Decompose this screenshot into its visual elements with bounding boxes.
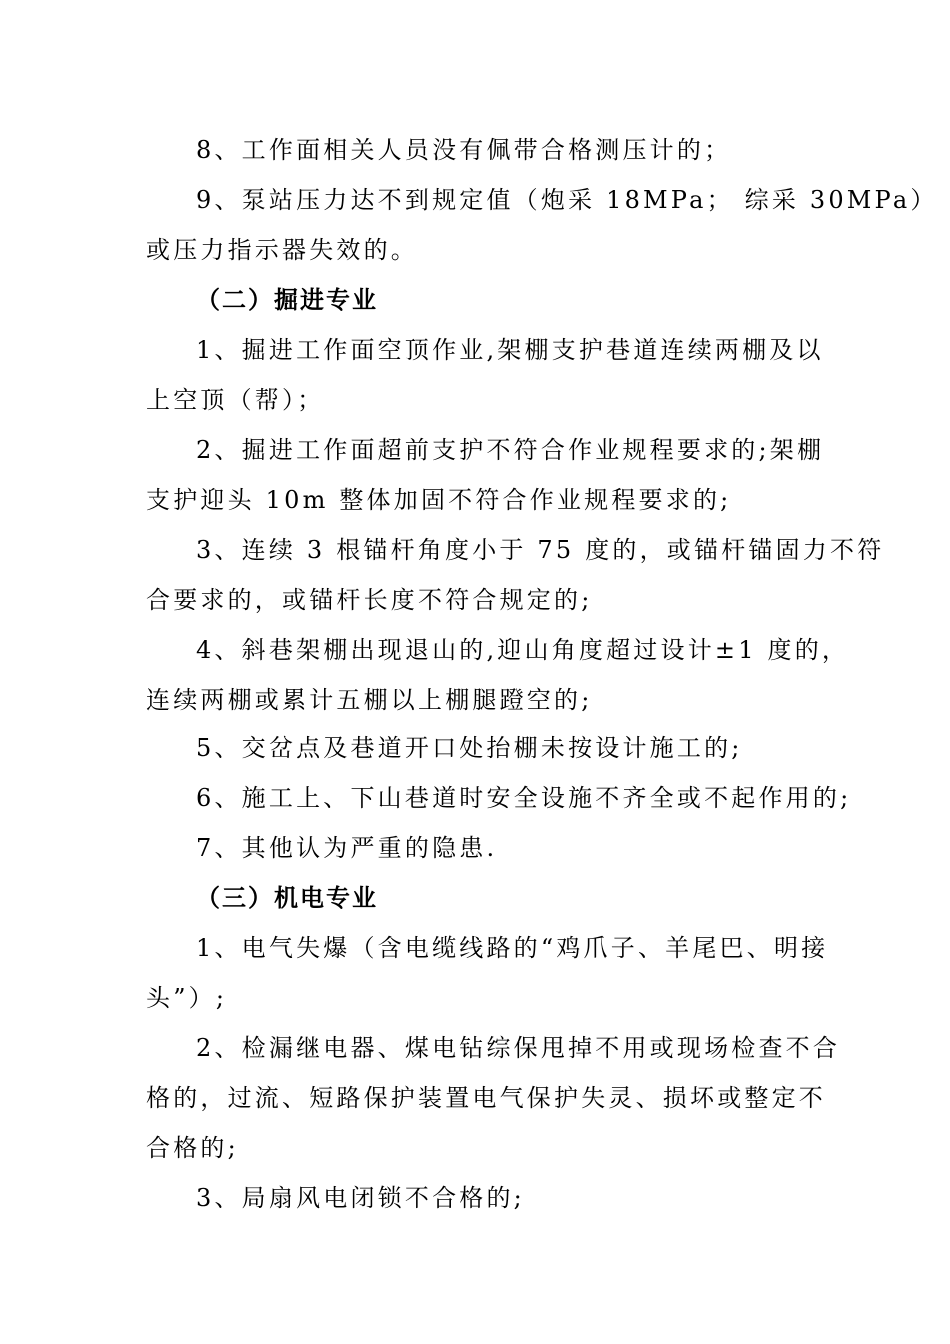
paragraph-line: 上空顶（帮）； <box>146 386 325 414</box>
section-heading: （三）机电专业 <box>196 883 378 912</box>
paragraph-line: 格的，过流、短路保护装置电气保护失灵、损坏或整定不 <box>146 1084 826 1112</box>
paragraph-line: 7、其他认为严重的隐患. <box>196 834 498 862</box>
paragraph-line: 2、掘进工作面超前支护不符合作业规程要求的;架棚 <box>196 436 825 464</box>
paragraph-line: 8、工作面相关人员没有佩带合格测压计的； <box>196 136 732 164</box>
paragraph-line: 合要求的，或锚杆长度不符合规定的; <box>146 586 593 614</box>
paragraph-line: 连续两棚或累计五棚以上棚腿蹬空的; <box>146 686 593 714</box>
paragraph-line: 4、斜巷架棚出现退山的,迎山角度超过设计±1 度的， <box>196 636 850 664</box>
paragraph-line: 3、连续 3 根锚杆角度小于 75 度的，或锚杆锚固力不符 <box>196 536 885 564</box>
paragraph-line: 合格的; <box>146 1134 239 1162</box>
paragraph-line: 或压力指示器失效的。 <box>146 236 418 264</box>
section-heading: （二）掘进专业 <box>196 285 378 314</box>
paragraph-line: 9、泵站压力达不到规定值（炮采 18MPa； 综采 30MPa） <box>196 186 938 214</box>
paragraph-line: 5、交岔点及巷道开口处抬棚未按设计施工的; <box>196 734 743 762</box>
paragraph-line: 头”）; <box>146 984 228 1012</box>
paragraph-line: 1、掘进工作面空顶作业,架棚支护巷道连续两棚及以 <box>196 336 824 364</box>
paragraph-line: 支护迎头 10m 整体加固不符合作业规程要求的; <box>146 486 732 514</box>
paragraph-line: 1、电气失爆（含电缆线路的“鸡爪子、羊尾巴、明接 <box>196 934 829 962</box>
paragraph-line: 3、局扇风电闭锁不合格的; <box>196 1184 525 1212</box>
paragraph-line: 2、检漏继电器、煤电钻综保甩掉不用或现场检查不合 <box>196 1034 841 1062</box>
paragraph-line: 6、施工上、下山巷道时安全设施不齐全或不起作用的; <box>196 784 852 812</box>
